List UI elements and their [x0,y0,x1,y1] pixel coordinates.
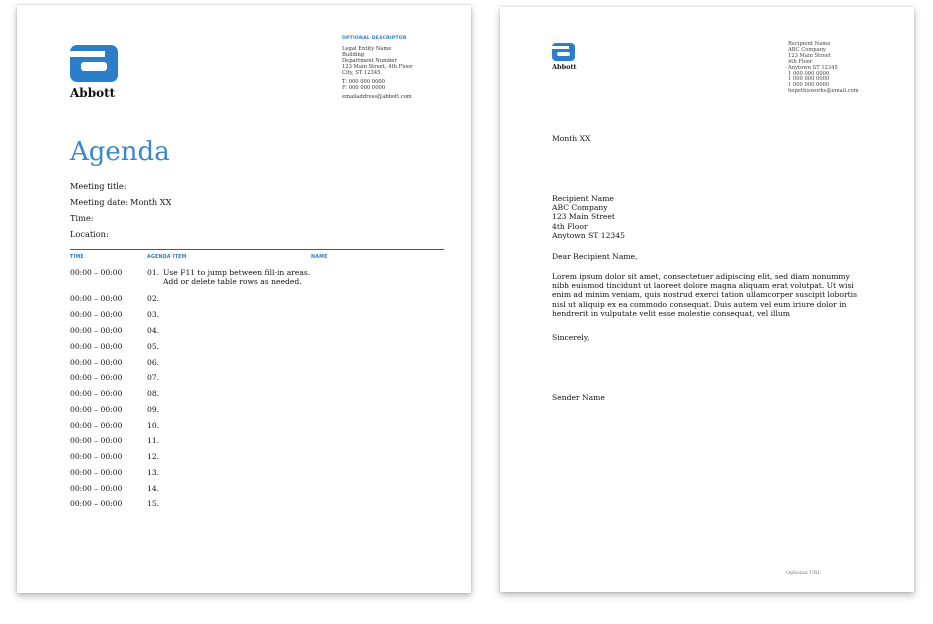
agenda-item-cell[interactable] [163,268,310,286]
address-line: City, ST 12345 [342,70,381,76]
row-number: 08. [147,389,160,398]
address-line: 123 Main Street [788,52,831,59]
row-number: 05. [147,342,160,351]
address-line: 1 000 000 0000 [788,70,830,77]
address-line: 1 000 000 0000 [788,82,830,89]
header-divider [70,249,444,250]
letter-date[interactable]: Month XX [552,134,591,143]
recipient-line: 123 Main Street [552,212,615,222]
recipient-line: 4th Floor [552,221,588,231]
address-line: 123 Main Street, 4th Floor [342,64,413,70]
row-number: 13. [147,468,160,477]
row-number: 09. [147,405,160,414]
abbott-logo [70,45,120,105]
time-cell[interactable]: 00:00 – 00:00 [70,358,123,367]
meeting-date-value[interactable]: Month XX [130,197,172,207]
meeting-title-label: Meeting title: [70,181,127,191]
meeting-title-field[interactable] [70,181,127,191]
time-cell[interactable]: 00:00 – 00:00 [70,405,123,414]
row-number: 01. [147,268,160,277]
column-header-name: NAME [311,255,328,260]
closing[interactable]: Sincerely, [552,333,590,342]
logo-wordmark: Abbott [70,86,116,100]
column-header-time: TIME [70,255,84,260]
row-number: 14. [147,484,160,493]
row-number: 06. [147,358,160,367]
time-cell[interactable]: 00:00 – 00:00 [70,452,123,461]
time-cell[interactable]: 00:00 – 00:00 [70,484,123,493]
time-label: Time: [70,213,94,223]
time-cell[interactable]: 00:00 – 00:00 [70,326,123,335]
agenda-item-line: Use F11 to jump between fill-in areas. [163,268,311,277]
column-header-agenda-item: AGENDA ITEM [147,255,187,260]
abbott-logo-icon [70,45,118,82]
abbott-logo-icon [552,43,575,61]
address-line: Recipient Name [788,41,831,47]
time-cell[interactable]: 00:00 – 00:00 [70,421,123,430]
row-number: 07. [147,373,160,382]
footer-url[interactable]: Optional URL [786,570,821,576]
row-number: 04. [147,326,160,335]
meeting-date-field[interactable] [70,197,172,207]
location-label: Location: [70,229,109,239]
agenda-item-line: Add or delete table rows as needed. [163,277,302,286]
location-field[interactable] [70,229,109,239]
time-cell[interactable]: 00:00 – 00:00 [70,436,123,445]
page-title: Agenda [70,137,170,167]
row-number: 11. [147,436,160,445]
email-address: emailaddress@abbott.com [342,94,412,100]
time-cell[interactable]: 00:00 – 00:00 [70,268,123,277]
address-line: Department Number [342,58,397,64]
recipient-line: ABC Company [552,203,608,213]
address-block [342,36,462,100]
phone-number: T: 000 000 0000 [342,79,385,85]
recipient-line: Anytown ST 12345 [552,230,625,240]
row-number: 12. [147,452,160,461]
meeting-date-label: Meeting date: [70,197,129,207]
time-cell[interactable]: 00:00 – 00:00 [70,294,123,303]
agenda-page [17,5,471,593]
row-number: 03. [147,310,160,319]
time-cell[interactable]: 00:00 – 00:00 [70,389,123,398]
letter-body[interactable]: Lorem ipsum dolor sit amet, consectetuer adipiscing elit, sed diam nonummy nibh euismod tincidunt ut laoreet dolore magna aliquam erat volutpat. Ut wisi enim ad minim veniam, quis nostrud exerci tation ullamcorper suscipit lobortis nisl ut aliquip ex ea commodo consequat. Duis autem vel eum iriure dolor in hendrerit in vulputate velit esse molestie consequat, vel illum [552,272,857,318]
row-number: 15. [147,499,160,508]
address-line: ABC Company [788,46,826,53]
address-line: Legal Entity Name [342,46,392,52]
address-line: Building [342,52,365,58]
address-line: 1 000 000 0000 [788,76,830,83]
address-line: Anytown ST 12345 [788,64,838,71]
address-line: 4th Floor [788,58,813,65]
recipient-block[interactable] [552,194,625,240]
row-number: 10. [147,421,160,430]
optional-descriptor: OPTIONAL DESCRIPTOR [342,36,407,41]
recipient-line: Recipient Name [552,194,614,203]
address-line: hopethisworks@email.com [788,88,859,95]
logo-wordmark: Abbott [552,63,577,71]
time-cell[interactable]: 00:00 – 00:00 [70,468,123,477]
sender-name[interactable]: Sender Name [552,393,605,402]
letter-page [500,7,914,592]
time-cell[interactable]: 00:00 – 00:00 [70,342,123,351]
fax-number: F: 000 000 0000 [342,85,386,91]
time-cell[interactable]: 00:00 – 00:00 [70,499,123,508]
row-number: 02. [147,294,160,303]
salutation[interactable]: Dear Recipient Name, [552,252,638,261]
time-field[interactable] [70,213,93,223]
time-cell[interactable]: 00:00 – 00:00 [70,310,123,319]
sender-address-block [788,42,898,95]
abbott-logo [552,43,582,79]
time-cell[interactable]: 00:00 – 00:00 [70,373,123,382]
